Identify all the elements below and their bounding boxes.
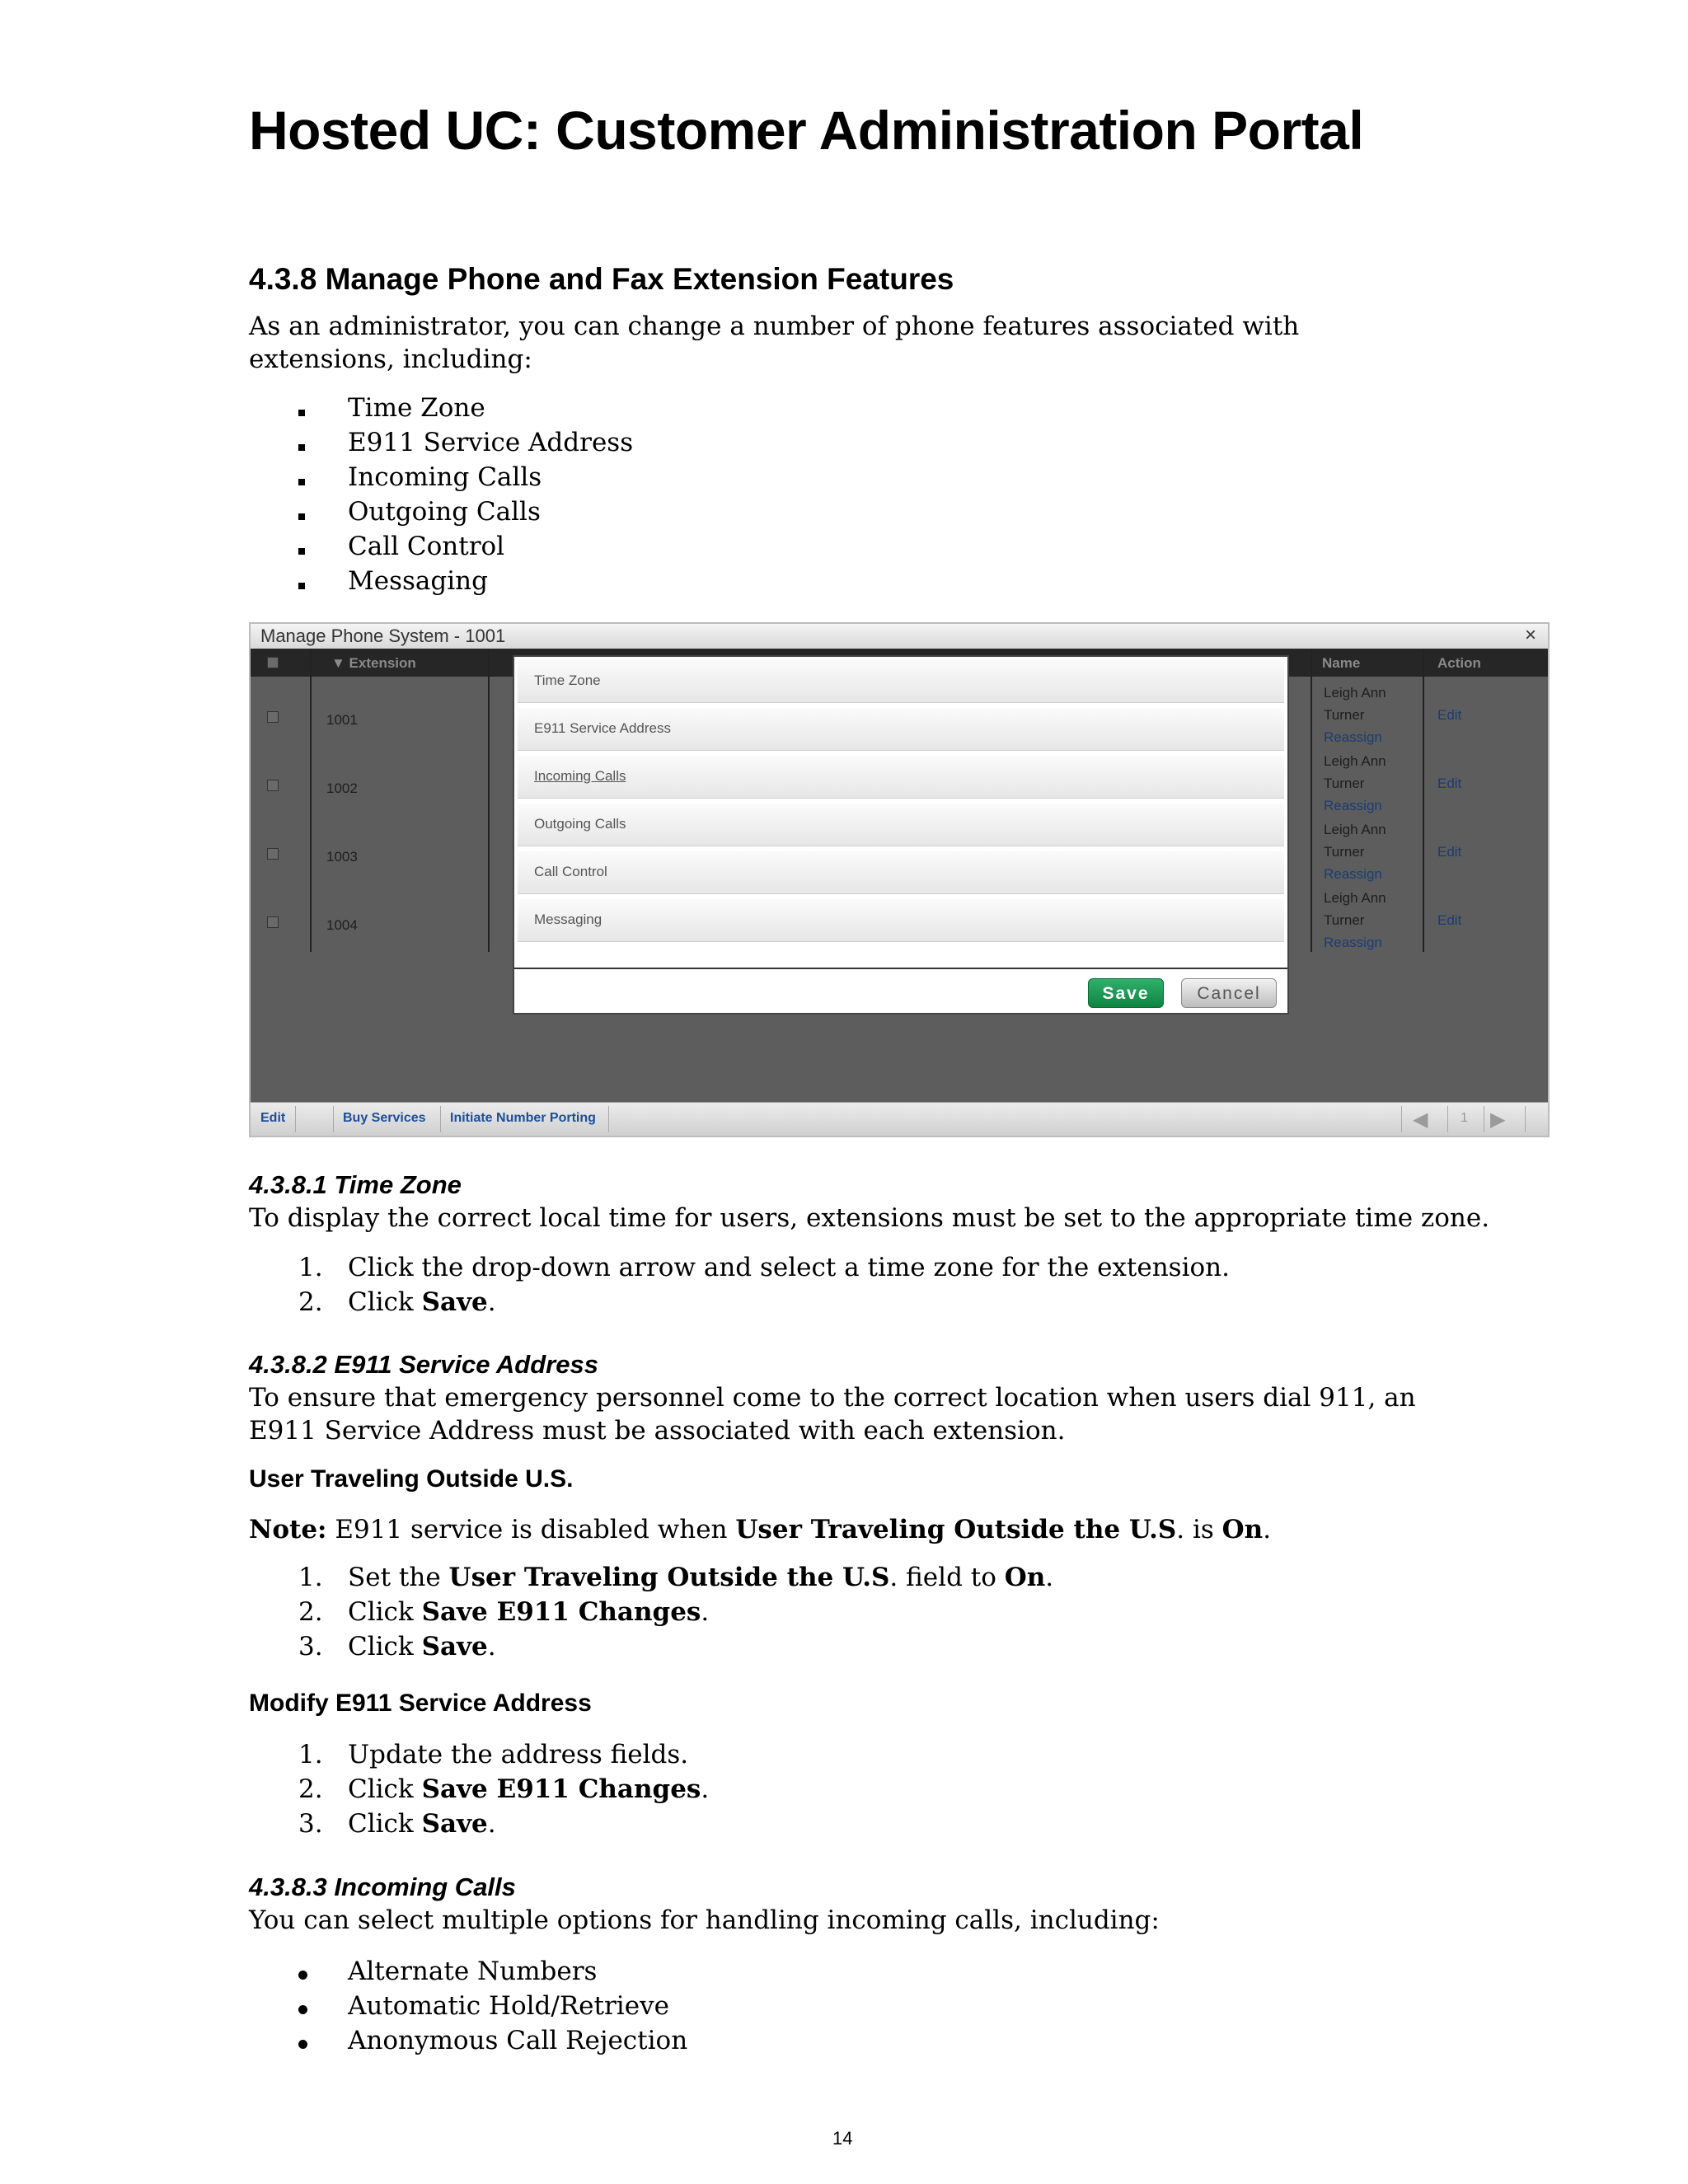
dialog-titlebar <box>251 624 1548 649</box>
list-item: 1. Update the address fields. <box>298 1740 689 1769</box>
save-button[interactable]: Save <box>1088 978 1164 1008</box>
column-extension[interactable]: ▼ Extension <box>331 655 416 671</box>
list-item: Anonymous Call Rejection <box>249 2023 687 2058</box>
incoming-calls-text: You can select multiple options for handling incoming calls, including: <box>249 1905 1160 1935</box>
initiate-number-porting-button[interactable]: Initiate Number Porting <box>450 1111 596 1125</box>
incoming-calls-heading: 4.3.8.3 Incoming Calls <box>249 1872 516 1901</box>
feature-list <box>249 391 633 598</box>
reassign-link[interactable]: Reassign <box>1324 798 1382 813</box>
page-number-field[interactable]: 1 <box>1461 1111 1468 1125</box>
list-item: 2. Click Save. <box>298 1287 496 1317</box>
column-name[interactable]: Name <box>1322 655 1361 671</box>
close-icon[interactable]: × <box>1524 624 1536 646</box>
list-item: 1. Set the User Traveling Outside the U.S. field to On. <box>298 1563 1054 1592</box>
menu-item-outgoing-calls[interactable]: Outgoing Calls <box>518 804 1284 846</box>
list-item: Messaging <box>249 564 633 598</box>
user-name: Leigh Ann <box>1324 753 1386 769</box>
modify-e911-heading: Modify E911 Service Address <box>249 1690 592 1717</box>
list-item: 3. Click Save. <box>298 1809 496 1839</box>
cancel-button[interactable]: Cancel <box>1181 978 1277 1008</box>
section-intro: As an administrator, you can change a number of phone features associated with extensions, including: <box>249 312 1300 374</box>
edit-link[interactable]: Edit <box>1437 707 1462 723</box>
user-name: Leigh Ann <box>1324 685 1386 701</box>
reassign-link[interactable]: Reassign <box>1324 935 1382 950</box>
select-all-checkbox[interactable] <box>267 657 279 668</box>
menu-item-messaging[interactable]: Messaging <box>518 899 1284 942</box>
section-heading: 4.3.8 Manage Phone and Fax Extension Features <box>249 262 954 296</box>
manage-phone-system-screenshot <box>249 622 1550 1137</box>
edit-link[interactable]: Edit <box>1437 912 1462 928</box>
list-item: Time Zone <box>249 391 633 425</box>
grid-footer <box>251 1102 1548 1136</box>
pager <box>1401 1103 1548 1136</box>
dialog-title: Manage Phone System - 1001 <box>260 626 506 646</box>
feature-menu-modal <box>513 655 1289 1015</box>
user-name: Turner <box>1324 844 1365 860</box>
menu-item-incoming-calls[interactable]: Incoming Calls <box>518 756 1284 799</box>
modify-steps <box>249 1737 709 1841</box>
reassign-link[interactable]: Reassign <box>1324 729 1382 745</box>
time-zone-text: To display the correct local time for users, extensions must be set to the appropriate time zone. <box>249 1203 1490 1233</box>
list-item: Automatic Hold/Retrieve <box>249 1989 687 2023</box>
time-zone-steps <box>249 1250 1230 1319</box>
footer-edit-button[interactable]: Edit <box>260 1111 286 1125</box>
extension-number: 1004 <box>326 917 358 933</box>
list-item: Incoming Calls <box>249 460 633 494</box>
extension-number: 1001 <box>326 712 358 728</box>
extension-number: 1003 <box>326 849 358 865</box>
row-checkbox[interactable] <box>267 711 279 723</box>
reassign-link[interactable]: Reassign <box>1324 866 1382 882</box>
traveling-steps <box>249 1560 1053 1664</box>
next-page-icon[interactable]: ▶ <box>1490 1108 1506 1131</box>
extension-number: 1002 <box>326 780 358 796</box>
list-item: 3. Click Save. <box>298 1632 496 1661</box>
row-checkbox[interactable] <box>267 780 279 791</box>
list-item: 2. Click Save E911 Changes. <box>298 1774 710 1804</box>
page-number: 14 <box>832 2128 853 2149</box>
list-item: 2. Click Save E911 Changes. <box>298 1597 710 1627</box>
user-name: Leigh Ann <box>1324 822 1386 837</box>
e911-text: To ensure that emergency personnel come to the correct location when users dial 911, an E911 Service Address must be associated with each extension. <box>249 1383 1416 1446</box>
edit-link[interactable]: Edit <box>1437 844 1462 860</box>
menu-item-time-zone[interactable]: Time Zone <box>518 660 1284 703</box>
user-name: Turner <box>1324 912 1365 928</box>
document-title: Hosted UC: Customer Administration Portal <box>249 100 1364 161</box>
user-name: Turner <box>1324 776 1365 791</box>
row-checkbox[interactable] <box>267 916 279 928</box>
user-name: Leigh Ann <box>1324 890 1386 906</box>
time-zone-heading: 4.3.8.1 Time Zone <box>249 1170 462 1199</box>
row-checkbox[interactable] <box>267 848 279 860</box>
list-item: Call Control <box>249 529 633 564</box>
e911-heading: 4.3.8.2 E911 Service Address <box>249 1350 598 1379</box>
edit-link[interactable]: Edit <box>1437 776 1462 791</box>
buy-services-button[interactable]: Buy Services <box>343 1111 426 1125</box>
list-item: Outgoing Calls <box>249 494 633 529</box>
column-action: Action <box>1437 655 1481 671</box>
list-item: 1. Click the drop-down arrow and select a time zone for the extension. <box>298 1253 1230 1282</box>
menu-item-call-control[interactable]: Call Control <box>518 851 1284 894</box>
traveling-heading: User Traveling Outside U.S. <box>249 1465 574 1493</box>
e911-note: Note: E911 service is disabled when User Traveling Outside the U.S. is On. <box>249 1515 1272 1544</box>
user-name: Turner <box>1324 707 1365 723</box>
list-item: Alternate Numbers <box>249 1954 687 1989</box>
list-item: E911 Service Address <box>249 425 633 460</box>
prev-page-icon[interactable]: ◀ <box>1413 1108 1428 1131</box>
menu-item-e911-service-address[interactable]: E911 Service Address <box>518 708 1284 751</box>
incoming-options <box>249 1954 687 2058</box>
